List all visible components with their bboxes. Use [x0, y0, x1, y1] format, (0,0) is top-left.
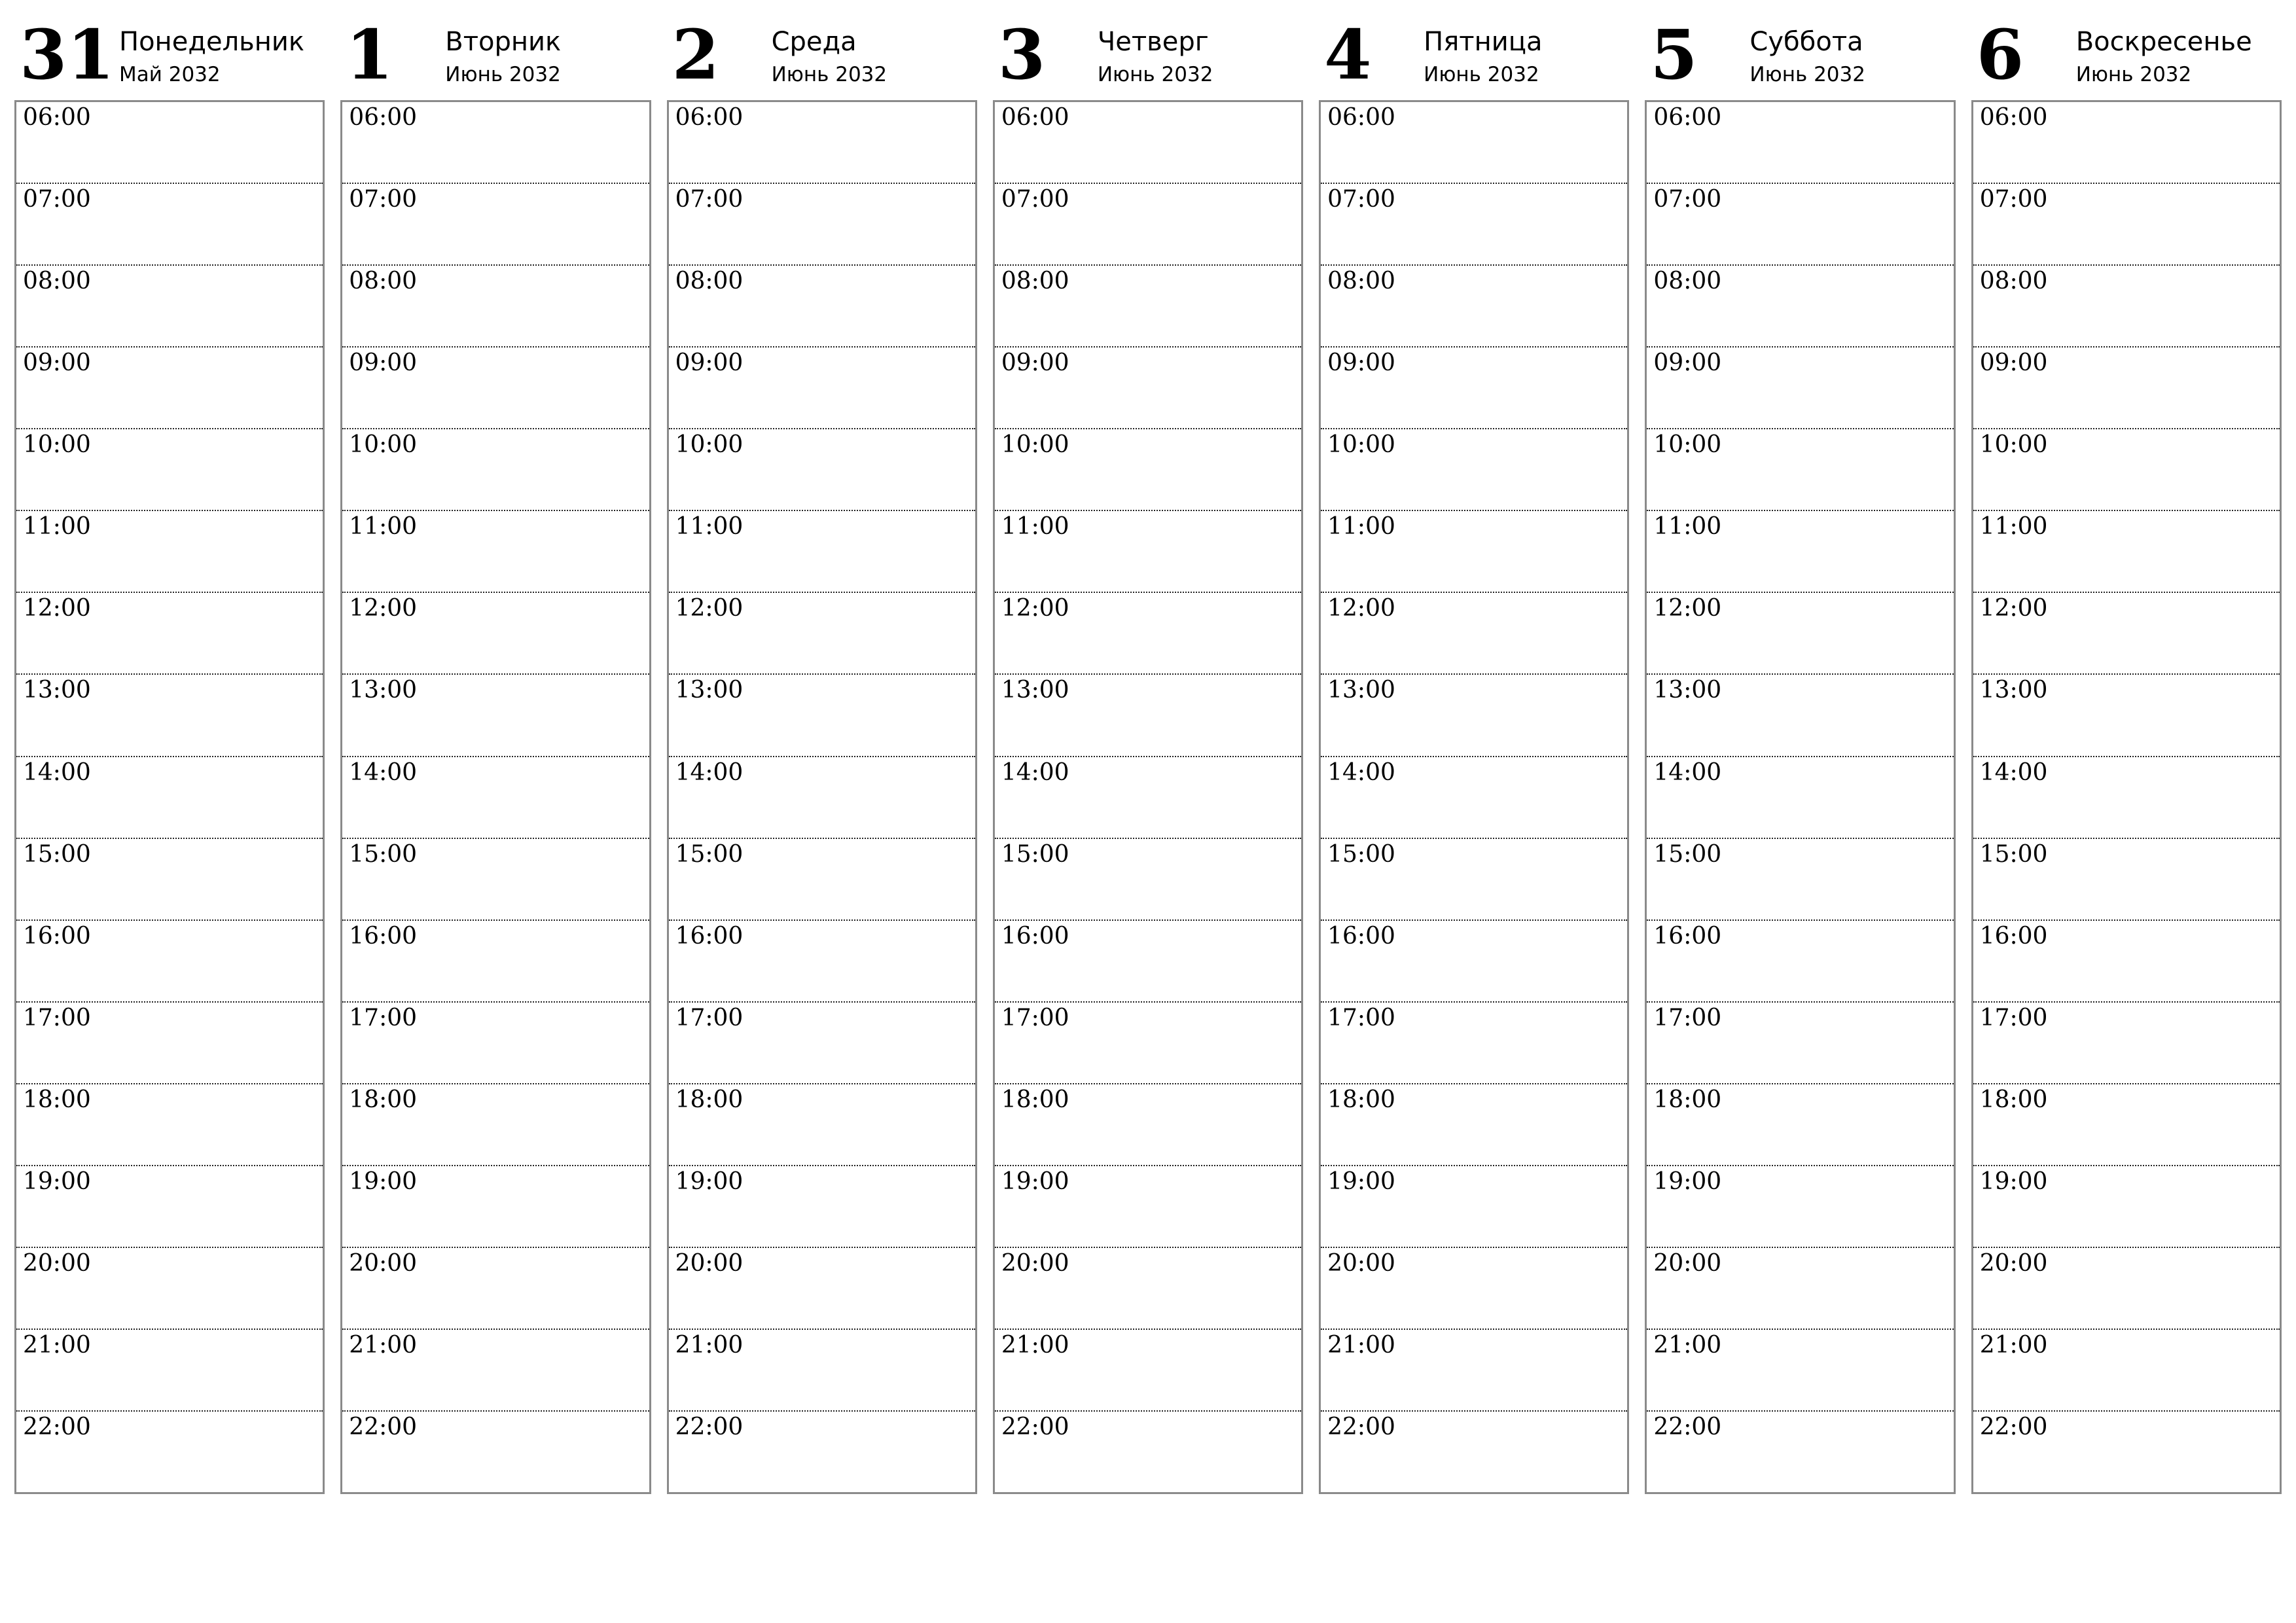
hour-slot[interactable]	[669, 1412, 975, 1492]
hour-label: 13:00	[23, 677, 91, 704]
hour-label: 13:00	[1979, 677, 2048, 704]
hour-label: 22:00	[1979, 1414, 2048, 1440]
hour-label: 17:00	[1001, 1004, 1069, 1031]
hour-slot[interactable]	[1321, 1166, 1627, 1248]
hour-label: 07:00	[1979, 186, 2048, 213]
day-column-sat	[1645, 14, 1955, 1500]
hour-label: 17:00	[23, 1004, 91, 1031]
hour-slot[interactable]	[1647, 839, 1953, 921]
hour-label: 08:00	[675, 268, 744, 295]
hour-slot[interactable]	[669, 593, 975, 675]
hour-slot[interactable]	[16, 757, 323, 839]
hour-slot[interactable]	[995, 102, 1301, 184]
hour-label: 20:00	[1001, 1249, 1069, 1277]
hour-slot[interactable]	[342, 1084, 649, 1166]
day-header	[993, 14, 1303, 100]
hour-label: 10:00	[349, 431, 418, 459]
hour-label: 11:00	[23, 513, 91, 541]
hour-label: 22:00	[349, 1414, 418, 1440]
hour-label: 18:00	[23, 1086, 91, 1113]
day-month: Май 2032	[119, 63, 221, 86]
hour-label: 12:00	[349, 595, 418, 622]
day-number: 1	[346, 14, 393, 95]
hour-slot[interactable]	[669, 1248, 975, 1330]
hour-label: 12:00	[1327, 595, 1395, 622]
hour-label: 14:00	[1653, 758, 1722, 786]
hour-label: 14:00	[1979, 758, 2048, 786]
hour-label: 09:00	[1653, 349, 1722, 377]
hour-slot[interactable]	[1647, 266, 1953, 348]
hour-slot[interactable]	[16, 348, 323, 429]
day-header	[340, 14, 651, 100]
hour-label: 16:00	[349, 922, 418, 950]
hour-slot[interactable]	[342, 348, 649, 429]
hour-label: 19:00	[1979, 1168, 2048, 1195]
day-header	[14, 14, 325, 100]
day-column-sun	[1971, 14, 2282, 1500]
hour-slot[interactable]	[342, 1330, 649, 1412]
hour-label: 08:00	[349, 268, 418, 295]
hour-slot[interactable]	[1321, 1248, 1627, 1330]
hour-slot[interactable]	[342, 839, 649, 921]
hour-label: 13:00	[1327, 677, 1395, 704]
hour-slot[interactable]	[1647, 429, 1953, 511]
hour-slot[interactable]	[342, 184, 649, 266]
hour-label: 15:00	[349, 840, 418, 868]
hour-label: 16:00	[23, 922, 91, 950]
hour-slot[interactable]	[995, 1166, 1301, 1248]
hour-label: 08:00	[1653, 268, 1722, 295]
hour-label: 16:00	[1979, 922, 2048, 950]
hour-slot[interactable]	[342, 266, 649, 348]
hour-label: 06:00	[1327, 104, 1395, 131]
day-name: Суббота	[1749, 27, 1863, 57]
hour-slot[interactable]	[669, 1330, 975, 1412]
hour-slot[interactable]	[1321, 921, 1627, 1003]
day-name: Понедельник	[119, 27, 305, 57]
hour-label: 21:00	[1653, 1331, 1722, 1359]
hour-slot[interactable]	[1647, 1084, 1953, 1166]
hour-slot[interactable]	[1973, 348, 2280, 429]
hour-slot[interactable]	[1973, 839, 2280, 921]
hour-label: 09:00	[1979, 349, 2048, 377]
hour-slot[interactable]	[1647, 757, 1953, 839]
hour-label: 10:00	[1001, 431, 1069, 459]
hour-label: 06:00	[23, 104, 91, 131]
hour-label: 07:00	[675, 186, 744, 213]
hour-label: 11:00	[349, 513, 418, 541]
hour-label: 14:00	[1001, 758, 1069, 786]
week-planner	[14, 14, 2282, 1500]
hour-slot[interactable]	[1647, 348, 1953, 429]
hour-slot[interactable]	[669, 102, 975, 184]
day-number: 3	[997, 14, 1046, 95]
hour-label: 11:00	[1327, 513, 1395, 541]
hour-slot[interactable]	[16, 1412, 323, 1492]
hour-label: 21:00	[1001, 1331, 1069, 1359]
hour-label: 20:00	[1979, 1249, 2048, 1277]
hour-label: 21:00	[1327, 1331, 1395, 1359]
hour-slot[interactable]	[669, 921, 975, 1003]
hour-label: 17:00	[1653, 1004, 1722, 1031]
hour-slot[interactable]	[16, 184, 323, 266]
hour-label: 19:00	[23, 1168, 91, 1195]
hour-slot[interactable]	[995, 757, 1301, 839]
hour-label: 07:00	[1327, 186, 1395, 213]
hour-label: 15:00	[1979, 840, 2048, 868]
hour-slot[interactable]	[669, 757, 975, 839]
hour-slot[interactable]	[669, 511, 975, 593]
hour-slot[interactable]	[669, 184, 975, 266]
hour-label: 08:00	[1001, 268, 1069, 295]
hour-slot[interactable]	[1647, 921, 1953, 1003]
hour-label: 22:00	[1327, 1414, 1395, 1440]
hour-label: 12:00	[23, 595, 91, 622]
hour-slot[interactable]	[995, 1412, 1301, 1492]
hour-slot[interactable]	[342, 757, 649, 839]
hour-slot[interactable]	[995, 839, 1301, 921]
hour-slot[interactable]	[1973, 102, 2280, 184]
hour-slot[interactable]	[995, 348, 1301, 429]
hour-slot[interactable]	[995, 1003, 1301, 1084]
hour-label: 13:00	[1001, 677, 1069, 704]
hour-label: 10:00	[1653, 431, 1722, 459]
day-number: 2	[672, 14, 719, 95]
day-column-tue	[340, 14, 651, 1500]
hour-slot[interactable]	[1321, 839, 1627, 921]
hour-slot[interactable]	[1321, 1412, 1627, 1492]
hour-slot[interactable]	[995, 1248, 1301, 1330]
hour-label: 19:00	[1653, 1168, 1722, 1195]
hour-label: 11:00	[1653, 513, 1722, 541]
hour-label: 20:00	[675, 1249, 744, 1277]
hour-slot[interactable]	[995, 593, 1301, 675]
hour-slot[interactable]	[342, 511, 649, 593]
hour-slot[interactable]	[1321, 266, 1627, 348]
hour-label: 11:00	[1001, 513, 1069, 541]
hour-label: 22:00	[1001, 1414, 1069, 1440]
hour-slot[interactable]	[1321, 348, 1627, 429]
day-name: Воскресенье	[2075, 27, 2252, 57]
hour-slot[interactable]	[1647, 1248, 1953, 1330]
hour-slot[interactable]	[1973, 1166, 2280, 1248]
hour-slot[interactable]	[1973, 184, 2280, 266]
hour-label: 16:00	[1327, 922, 1395, 950]
hour-label: 18:00	[349, 1086, 418, 1113]
hour-label: 09:00	[1001, 349, 1069, 377]
hour-label: 19:00	[1001, 1168, 1069, 1195]
day-header	[1971, 14, 2282, 100]
hour-slot[interactable]	[995, 266, 1301, 348]
hour-slot[interactable]	[16, 839, 323, 921]
hour-label: 07:00	[1653, 186, 1722, 213]
hour-label: 06:00	[349, 104, 418, 131]
hour-label: 07:00	[1001, 186, 1069, 213]
hour-label: 16:00	[675, 922, 744, 950]
hour-slot[interactable]	[1973, 675, 2280, 757]
hour-label: 17:00	[675, 1004, 744, 1031]
hour-slot[interactable]	[1321, 1330, 1627, 1412]
hour-slot[interactable]	[1321, 757, 1627, 839]
hour-slot[interactable]	[1973, 1412, 2280, 1492]
hour-label: 13:00	[675, 677, 744, 704]
hour-slot[interactable]	[995, 511, 1301, 593]
hour-slot[interactable]	[16, 1330, 323, 1412]
hour-slot[interactable]	[995, 675, 1301, 757]
hour-slot[interactable]	[1973, 1084, 2280, 1166]
hour-label: 06:00	[1001, 104, 1069, 131]
hour-label: 20:00	[349, 1249, 418, 1277]
day-number: 5	[1650, 14, 1698, 95]
hour-label: 09:00	[349, 349, 418, 377]
hour-slot[interactable]	[669, 348, 975, 429]
hour-label: 07:00	[349, 186, 418, 213]
hour-label: 14:00	[1327, 758, 1395, 786]
hour-label: 17:00	[1979, 1004, 2048, 1031]
hour-label: 09:00	[23, 349, 91, 377]
hour-slot[interactable]	[16, 266, 323, 348]
hour-slot[interactable]	[16, 1166, 323, 1248]
hour-slot[interactable]	[669, 1003, 975, 1084]
hour-label: 15:00	[23, 840, 91, 868]
hour-slot[interactable]	[1647, 593, 1953, 675]
day-column-thu	[993, 14, 1303, 1500]
hour-label: 09:00	[675, 349, 744, 377]
day-column-mon	[14, 14, 325, 1500]
day-number: 4	[1324, 14, 1372, 95]
hour-label: 15:00	[1653, 840, 1722, 868]
day-number: 31	[20, 14, 115, 95]
day-month: Июнь 2032	[771, 63, 888, 86]
day-month: Июнь 2032	[1424, 63, 1539, 86]
hour-label: 22:00	[1653, 1414, 1722, 1440]
hour-label: 15:00	[1327, 840, 1395, 868]
hour-slot[interactable]	[342, 1003, 649, 1084]
hour-label: 06:00	[675, 104, 744, 131]
hour-slot[interactable]	[342, 1412, 649, 1492]
hour-slot[interactable]	[16, 429, 323, 511]
day-name: Среда	[771, 27, 857, 57]
day-name: Пятница	[1424, 27, 1543, 57]
hour-label: 08:00	[1327, 268, 1395, 295]
hour-slot[interactable]	[342, 102, 649, 184]
hour-slot[interactable]	[995, 921, 1301, 1003]
hour-grid	[667, 100, 977, 1494]
hour-label: 18:00	[1979, 1086, 2048, 1113]
hour-slot[interactable]	[1973, 511, 2280, 593]
hour-slot[interactable]	[1973, 1330, 2280, 1412]
hour-slot[interactable]	[1321, 1084, 1627, 1166]
hour-slot[interactable]	[995, 1330, 1301, 1412]
hour-label: 12:00	[1979, 595, 2048, 622]
hour-label: 21:00	[23, 1331, 91, 1359]
hour-slot[interactable]	[1647, 184, 1953, 266]
hour-slot[interactable]	[669, 1084, 975, 1166]
hour-slot[interactable]	[16, 1084, 323, 1166]
hour-label: 13:00	[349, 677, 418, 704]
hour-slot[interactable]	[342, 921, 649, 1003]
hour-label: 17:00	[349, 1004, 418, 1031]
hour-slot[interactable]	[16, 511, 323, 593]
hour-slot[interactable]	[1647, 1166, 1953, 1248]
hour-slot[interactable]	[1973, 1003, 2280, 1084]
day-header	[1319, 14, 1629, 100]
hour-label: 09:00	[1327, 349, 1395, 377]
hour-slot[interactable]	[1321, 1003, 1627, 1084]
hour-label: 22:00	[675, 1414, 744, 1440]
hour-slot[interactable]	[16, 593, 323, 675]
hour-label: 20:00	[1653, 1249, 1722, 1277]
hour-label: 06:00	[1653, 104, 1722, 131]
hour-label: 21:00	[675, 1331, 744, 1359]
hour-label: 10:00	[675, 431, 744, 459]
hour-slot[interactable]	[669, 266, 975, 348]
day-number: 6	[1976, 14, 2024, 95]
hour-slot[interactable]	[1973, 921, 2280, 1003]
hour-grid	[1319, 100, 1629, 1494]
hour-slot[interactable]	[16, 1248, 323, 1330]
hour-grid	[993, 100, 1303, 1494]
hour-slot[interactable]	[16, 1003, 323, 1084]
day-name: Вторник	[445, 27, 562, 57]
hour-slot[interactable]	[342, 675, 649, 757]
hour-slot[interactable]	[342, 1166, 649, 1248]
hour-slot[interactable]	[1973, 757, 2280, 839]
hour-label: 11:00	[1979, 513, 2048, 541]
hour-label: 12:00	[675, 595, 744, 622]
day-column-fri	[1319, 14, 1629, 1500]
hour-label: 08:00	[1979, 268, 2048, 295]
hour-slot[interactable]	[1321, 593, 1627, 675]
hour-label: 19:00	[675, 1168, 744, 1195]
hour-slot[interactable]	[1321, 511, 1627, 593]
hour-label: 16:00	[1653, 922, 1722, 950]
hour-label: 13:00	[1653, 677, 1722, 704]
hour-slot[interactable]	[1321, 429, 1627, 511]
day-month: Июнь 2032	[2075, 63, 2192, 86]
day-name: Четверг	[1097, 27, 1209, 57]
hour-slot[interactable]	[1647, 1003, 1953, 1084]
hour-grid	[14, 100, 325, 1494]
hour-label: 19:00	[349, 1168, 418, 1195]
hour-label: 14:00	[675, 758, 744, 786]
hour-slot[interactable]	[669, 429, 975, 511]
hour-slot[interactable]	[1321, 102, 1627, 184]
hour-label: 18:00	[675, 1086, 744, 1113]
hour-label: 10:00	[1979, 431, 2048, 459]
hour-slot[interactable]	[669, 675, 975, 757]
hour-label: 20:00	[23, 1249, 91, 1277]
hour-slot[interactable]	[342, 429, 649, 511]
hour-slot[interactable]	[16, 102, 323, 184]
day-month: Июнь 2032	[445, 63, 561, 86]
hour-slot[interactable]	[1973, 593, 2280, 675]
hour-label: 21:00	[349, 1331, 418, 1359]
day-column-wed	[667, 14, 977, 1500]
hour-grid	[1645, 100, 1955, 1494]
hour-slot[interactable]	[1973, 266, 2280, 348]
hour-slot[interactable]	[995, 429, 1301, 511]
hour-slot[interactable]	[995, 1084, 1301, 1166]
hour-label: 11:00	[675, 513, 744, 541]
hour-label: 18:00	[1001, 1086, 1069, 1113]
hour-slot[interactable]	[1647, 675, 1953, 757]
day-header	[667, 14, 977, 100]
hour-slot[interactable]	[342, 593, 649, 675]
hour-slot[interactable]	[1973, 429, 2280, 511]
hour-label: 17:00	[1327, 1004, 1395, 1031]
hour-label: 19:00	[1327, 1168, 1395, 1195]
hour-label: 06:00	[1979, 104, 2048, 131]
hour-label: 15:00	[675, 840, 744, 868]
hour-label: 12:00	[1001, 595, 1069, 622]
hour-slot[interactable]	[16, 675, 323, 757]
hour-label: 16:00	[1001, 922, 1069, 950]
hour-slot[interactable]	[16, 921, 323, 1003]
hour-label: 14:00	[349, 758, 418, 786]
day-month: Июнь 2032	[1097, 63, 1213, 86]
hour-slot[interactable]	[342, 1248, 649, 1330]
hour-slot[interactable]	[1647, 1412, 1953, 1492]
hour-label: 10:00	[23, 431, 91, 459]
hour-slot[interactable]	[669, 839, 975, 921]
hour-label: 18:00	[1653, 1086, 1722, 1113]
hour-label: 14:00	[23, 758, 91, 786]
hour-grid	[340, 100, 651, 1494]
hour-grid	[1971, 100, 2282, 1494]
hour-label: 18:00	[1327, 1086, 1395, 1113]
hour-label: 22:00	[23, 1414, 91, 1440]
hour-slot[interactable]	[1647, 511, 1953, 593]
hour-slot[interactable]	[1647, 1330, 1953, 1412]
hour-slot[interactable]	[1321, 675, 1627, 757]
hour-slot[interactable]	[995, 184, 1301, 266]
hour-label: 21:00	[1979, 1331, 2048, 1359]
hour-label: 08:00	[23, 268, 91, 295]
day-month: Июнь 2032	[1749, 63, 1865, 86]
hour-label: 10:00	[1327, 431, 1395, 459]
hour-slot[interactable]	[1647, 102, 1953, 184]
hour-label: 12:00	[1653, 595, 1722, 622]
day-header	[1645, 14, 1955, 100]
hour-slot[interactable]	[1973, 1248, 2280, 1330]
hour-label: 07:00	[23, 186, 91, 213]
hour-slot[interactable]	[1321, 184, 1627, 266]
hour-slot[interactable]	[669, 1166, 975, 1248]
hour-label: 15:00	[1001, 840, 1069, 868]
hour-label: 20:00	[1327, 1249, 1395, 1277]
